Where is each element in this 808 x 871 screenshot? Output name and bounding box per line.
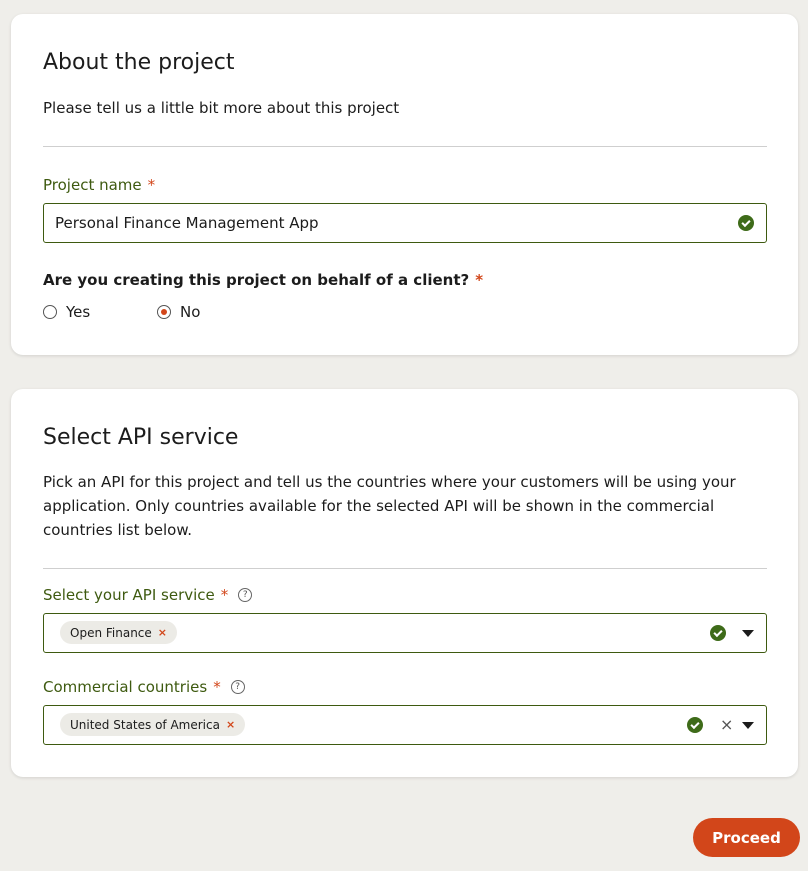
radio-yes-label: Yes	[66, 303, 91, 321]
chevron-down-icon[interactable]	[742, 630, 754, 637]
radio-yes-circle[interactable]	[43, 305, 57, 319]
api-service-chip-label: Open Finance	[70, 625, 152, 640]
commercial-countries-label	[43, 678, 245, 696]
api-service-select[interactable]	[43, 613, 767, 653]
about-divider	[43, 146, 767, 147]
api-service-label	[43, 586, 252, 604]
commercial-countries-select[interactable]	[43, 705, 767, 745]
radio-no-label: No	[180, 303, 201, 321]
valid-check-icon	[738, 215, 754, 231]
client-question	[43, 271, 483, 289]
required-asterisk: *	[475, 271, 484, 289]
country-chip-label: United States of America	[70, 717, 220, 732]
api-service-chip	[60, 621, 177, 644]
help-icon[interactable]: ?	[231, 680, 245, 694]
chip-remove-icon[interactable]: ×	[225, 718, 236, 731]
about-card-description: Please tell us a little bit more about this project	[43, 99, 400, 117]
client-question-text: Are you creating this project on behalf of a client?	[43, 271, 470, 289]
commercial-countries-label-text: Commercial countries	[43, 678, 208, 696]
clear-icon[interactable]: ×	[720, 715, 734, 734]
project-name-input[interactable]	[55, 214, 695, 232]
project-name-field[interactable]	[43, 203, 767, 243]
api-divider	[43, 568, 767, 569]
about-card-title: About the project	[43, 50, 235, 75]
proceed-button[interactable]: Proceed	[693, 818, 800, 857]
radio-no-circle[interactable]	[157, 305, 171, 319]
required-asterisk: *	[220, 586, 229, 604]
about-project-card	[11, 14, 798, 355]
project-name-label	[43, 176, 155, 194]
radio-yes[interactable]	[43, 303, 90, 321]
help-icon[interactable]: ?	[238, 588, 252, 602]
project-name-label-text: Project name	[43, 176, 142, 194]
required-asterisk: *	[147, 176, 156, 194]
country-chip	[60, 713, 245, 736]
api-card-description: Pick an API for this project and tell us the countries where your customers will be using your application. Only countries available for the selected API will be shown in the commercial countries list below.	[43, 473, 736, 539]
api-service-card	[11, 389, 798, 777]
chevron-down-icon[interactable]	[742, 722, 754, 729]
chip-remove-icon[interactable]: ×	[157, 626, 167, 639]
valid-check-icon	[687, 717, 703, 733]
api-card-title: Select API service	[43, 425, 239, 450]
api-service-label-text: Select your API service	[43, 586, 215, 604]
valid-check-icon	[710, 625, 726, 641]
radio-no[interactable]	[157, 303, 200, 321]
required-asterisk: *	[213, 678, 221, 696]
